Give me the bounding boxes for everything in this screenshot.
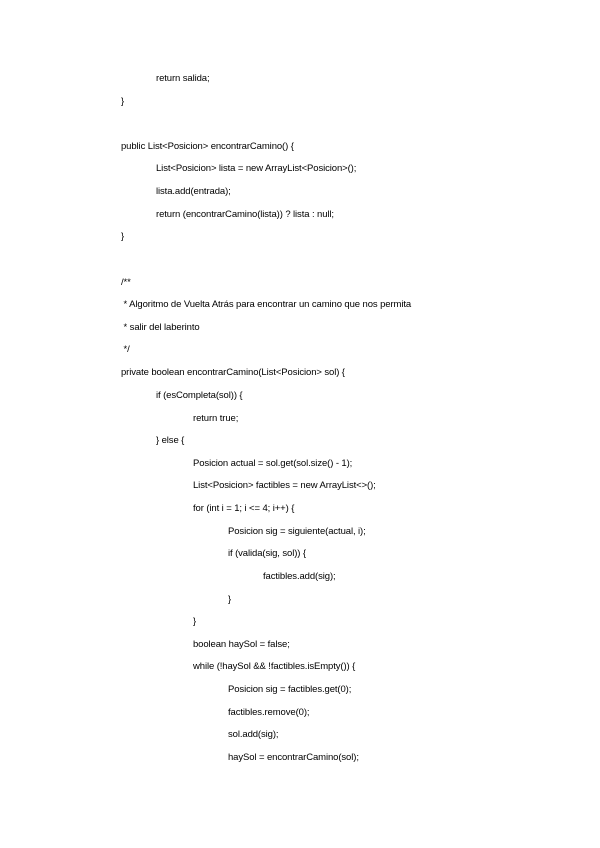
- code-line: if (valida(sig, sol)) {: [228, 548, 306, 559]
- code-line: return (encontrarCamino(lista)) ? lista : null;: [156, 209, 334, 220]
- code-line: List<Posicion> lista = new ArrayList<Posicion>();: [156, 163, 357, 174]
- code-line: haySol = encontrarCamino(sol);: [228, 752, 359, 763]
- code-line: if (esCompleta(sol)) {: [156, 390, 243, 401]
- code-line: List<Posicion> factibles = new ArrayList<>();: [193, 480, 376, 491]
- comment-line: */: [121, 344, 130, 355]
- code-line: }: [228, 594, 232, 605]
- code-line: return salida;: [156, 73, 210, 84]
- code-line: boolean haySol = false;: [193, 639, 290, 650]
- code-line: sol.add(sig);: [228, 729, 279, 740]
- code-line: public List<Posicion> encontrarCamino() {: [121, 141, 294, 152]
- code-line: }: [121, 96, 125, 107]
- code-line: factibles.add(sig);: [263, 571, 336, 582]
- comment-line: * Algoritmo de Vuelta Atrás para encontrar un camino que nos permita: [121, 299, 412, 310]
- code-line: }: [193, 616, 197, 627]
- code-line: lista.add(entrada);: [156, 186, 231, 197]
- comment-line: * salir del laberinto: [121, 322, 200, 333]
- code-line: Posicion actual = sol.get(sol.size() - 1);: [193, 458, 353, 469]
- code-line: for (int i = 1; i <= 4; i++) {: [193, 503, 295, 514]
- code-line: while (!haySol && !factibles.isEmpty()) {: [193, 661, 356, 672]
- code-line: factibles.remove(0);: [228, 707, 310, 718]
- code-line: Posicion sig = siguiente(actual, i);: [228, 526, 366, 537]
- comment-line: /**: [121, 277, 131, 288]
- code-line: }: [121, 231, 125, 242]
- code-line: Posicion sig = factibles.get(0);: [228, 684, 352, 695]
- code-line: return true;: [193, 413, 239, 424]
- code-line: } else {: [156, 435, 185, 446]
- code-line: private boolean encontrarCamino(List<Posicion> sol) {: [121, 367, 345, 378]
